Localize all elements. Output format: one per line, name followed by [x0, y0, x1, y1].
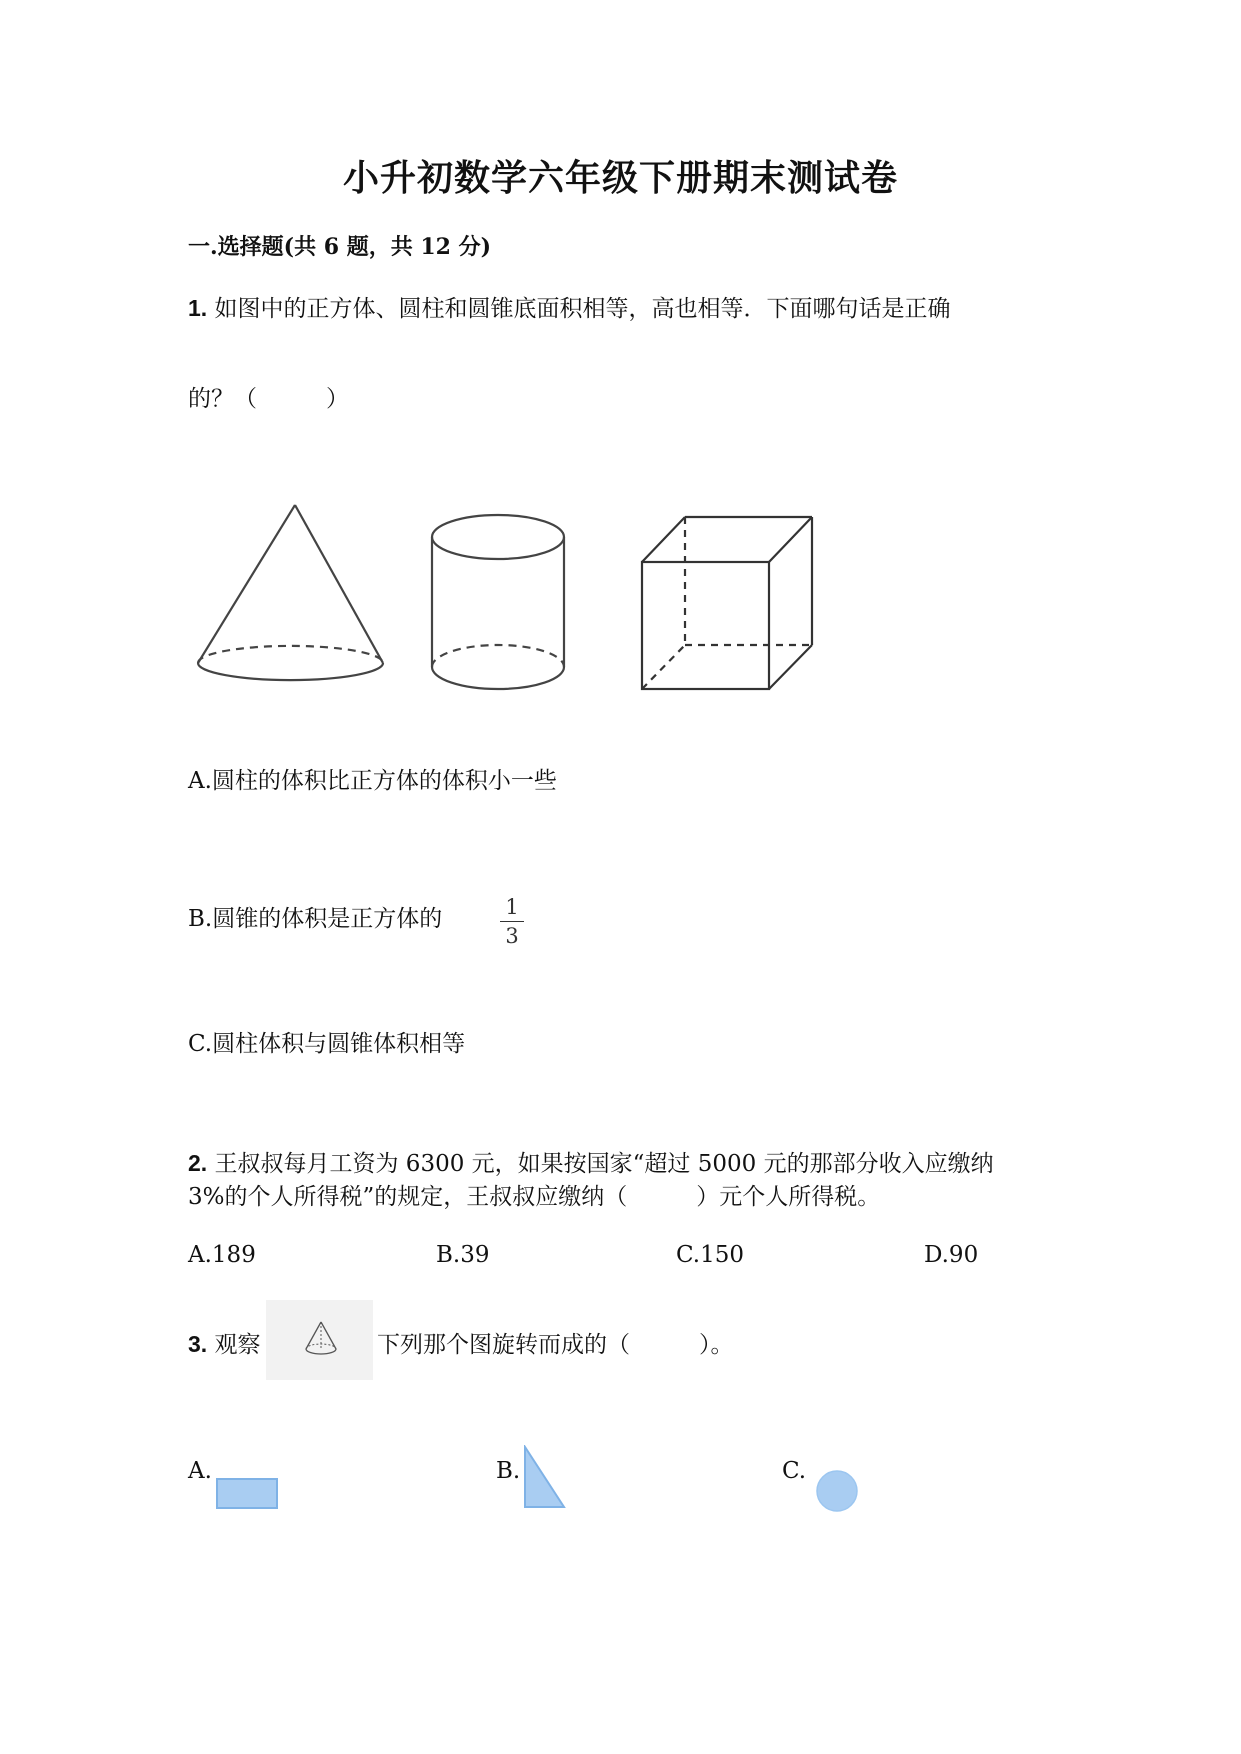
question-1-line-1 — [188, 290, 951, 323]
small-cone-thumbnail — [266, 1300, 373, 1380]
right-triangle-shape[interactable] — [522, 1445, 567, 1511]
q3-option-a[interactable]: A. — [188, 1458, 212, 1484]
q3-option-c[interactable]: C. — [782, 1458, 807, 1484]
q1-option-c[interactable]: C.圆柱体积与圆锥体积相等 — [188, 1031, 466, 1057]
section-heading: 一.选择题(共 6 题，共 12 分) — [188, 234, 492, 260]
question-number: 2. — [188, 1150, 208, 1176]
rectangle-shape[interactable] — [215, 1476, 281, 1512]
q1-option-b[interactable]: B.圆锥的体积是正方体的 — [188, 906, 443, 932]
fraction-numerator: 1 — [505, 895, 519, 919]
q1-option-a[interactable]: A.圆柱的体积比正方体的体积小一些 — [188, 768, 557, 794]
page-title: 小升初数学六年级下册期末测试卷 — [342, 157, 898, 199]
question-text: 观察 — [214, 1332, 261, 1358]
question-text: 王叔叔每月工资为 6300 元，如果按国家“超过 5000 元的那部分收入应缴纳 — [214, 1151, 994, 1177]
fraction-denominator: 3 — [505, 924, 519, 948]
question-2-line-2: 3%的个人所得税”的规定，王叔叔应缴纳（ ）元个人所得税。 — [188, 1184, 881, 1210]
q2-option-b[interactable]: B.39 — [436, 1242, 490, 1268]
circle-shape[interactable] — [812, 1466, 862, 1516]
cube-figure — [640, 515, 820, 695]
question-1-line-2: 的？（ ） — [188, 386, 349, 412]
question-text: 如图中的正方体、圆柱和圆锥底面积相等，高也相等．下面哪句话是正确 — [214, 296, 951, 322]
question-2-line-1 — [188, 1145, 994, 1178]
question-3-tail: 下列那个图旋转而成的（ ）。 — [377, 1332, 734, 1358]
fraction-one-third — [500, 895, 524, 948]
q2-option-d[interactable]: D.90 — [924, 1242, 979, 1268]
q2-option-c[interactable]: C.150 — [676, 1242, 744, 1268]
q2-option-a[interactable]: A.189 — [188, 1242, 256, 1268]
question-number: 1. — [188, 295, 208, 321]
question-number: 3. — [188, 1331, 208, 1357]
cone-figure — [190, 500, 400, 700]
q3-option-b[interactable]: B. — [496, 1458, 521, 1484]
question-3-lead — [188, 1326, 261, 1359]
cylinder-figure — [430, 510, 580, 710]
